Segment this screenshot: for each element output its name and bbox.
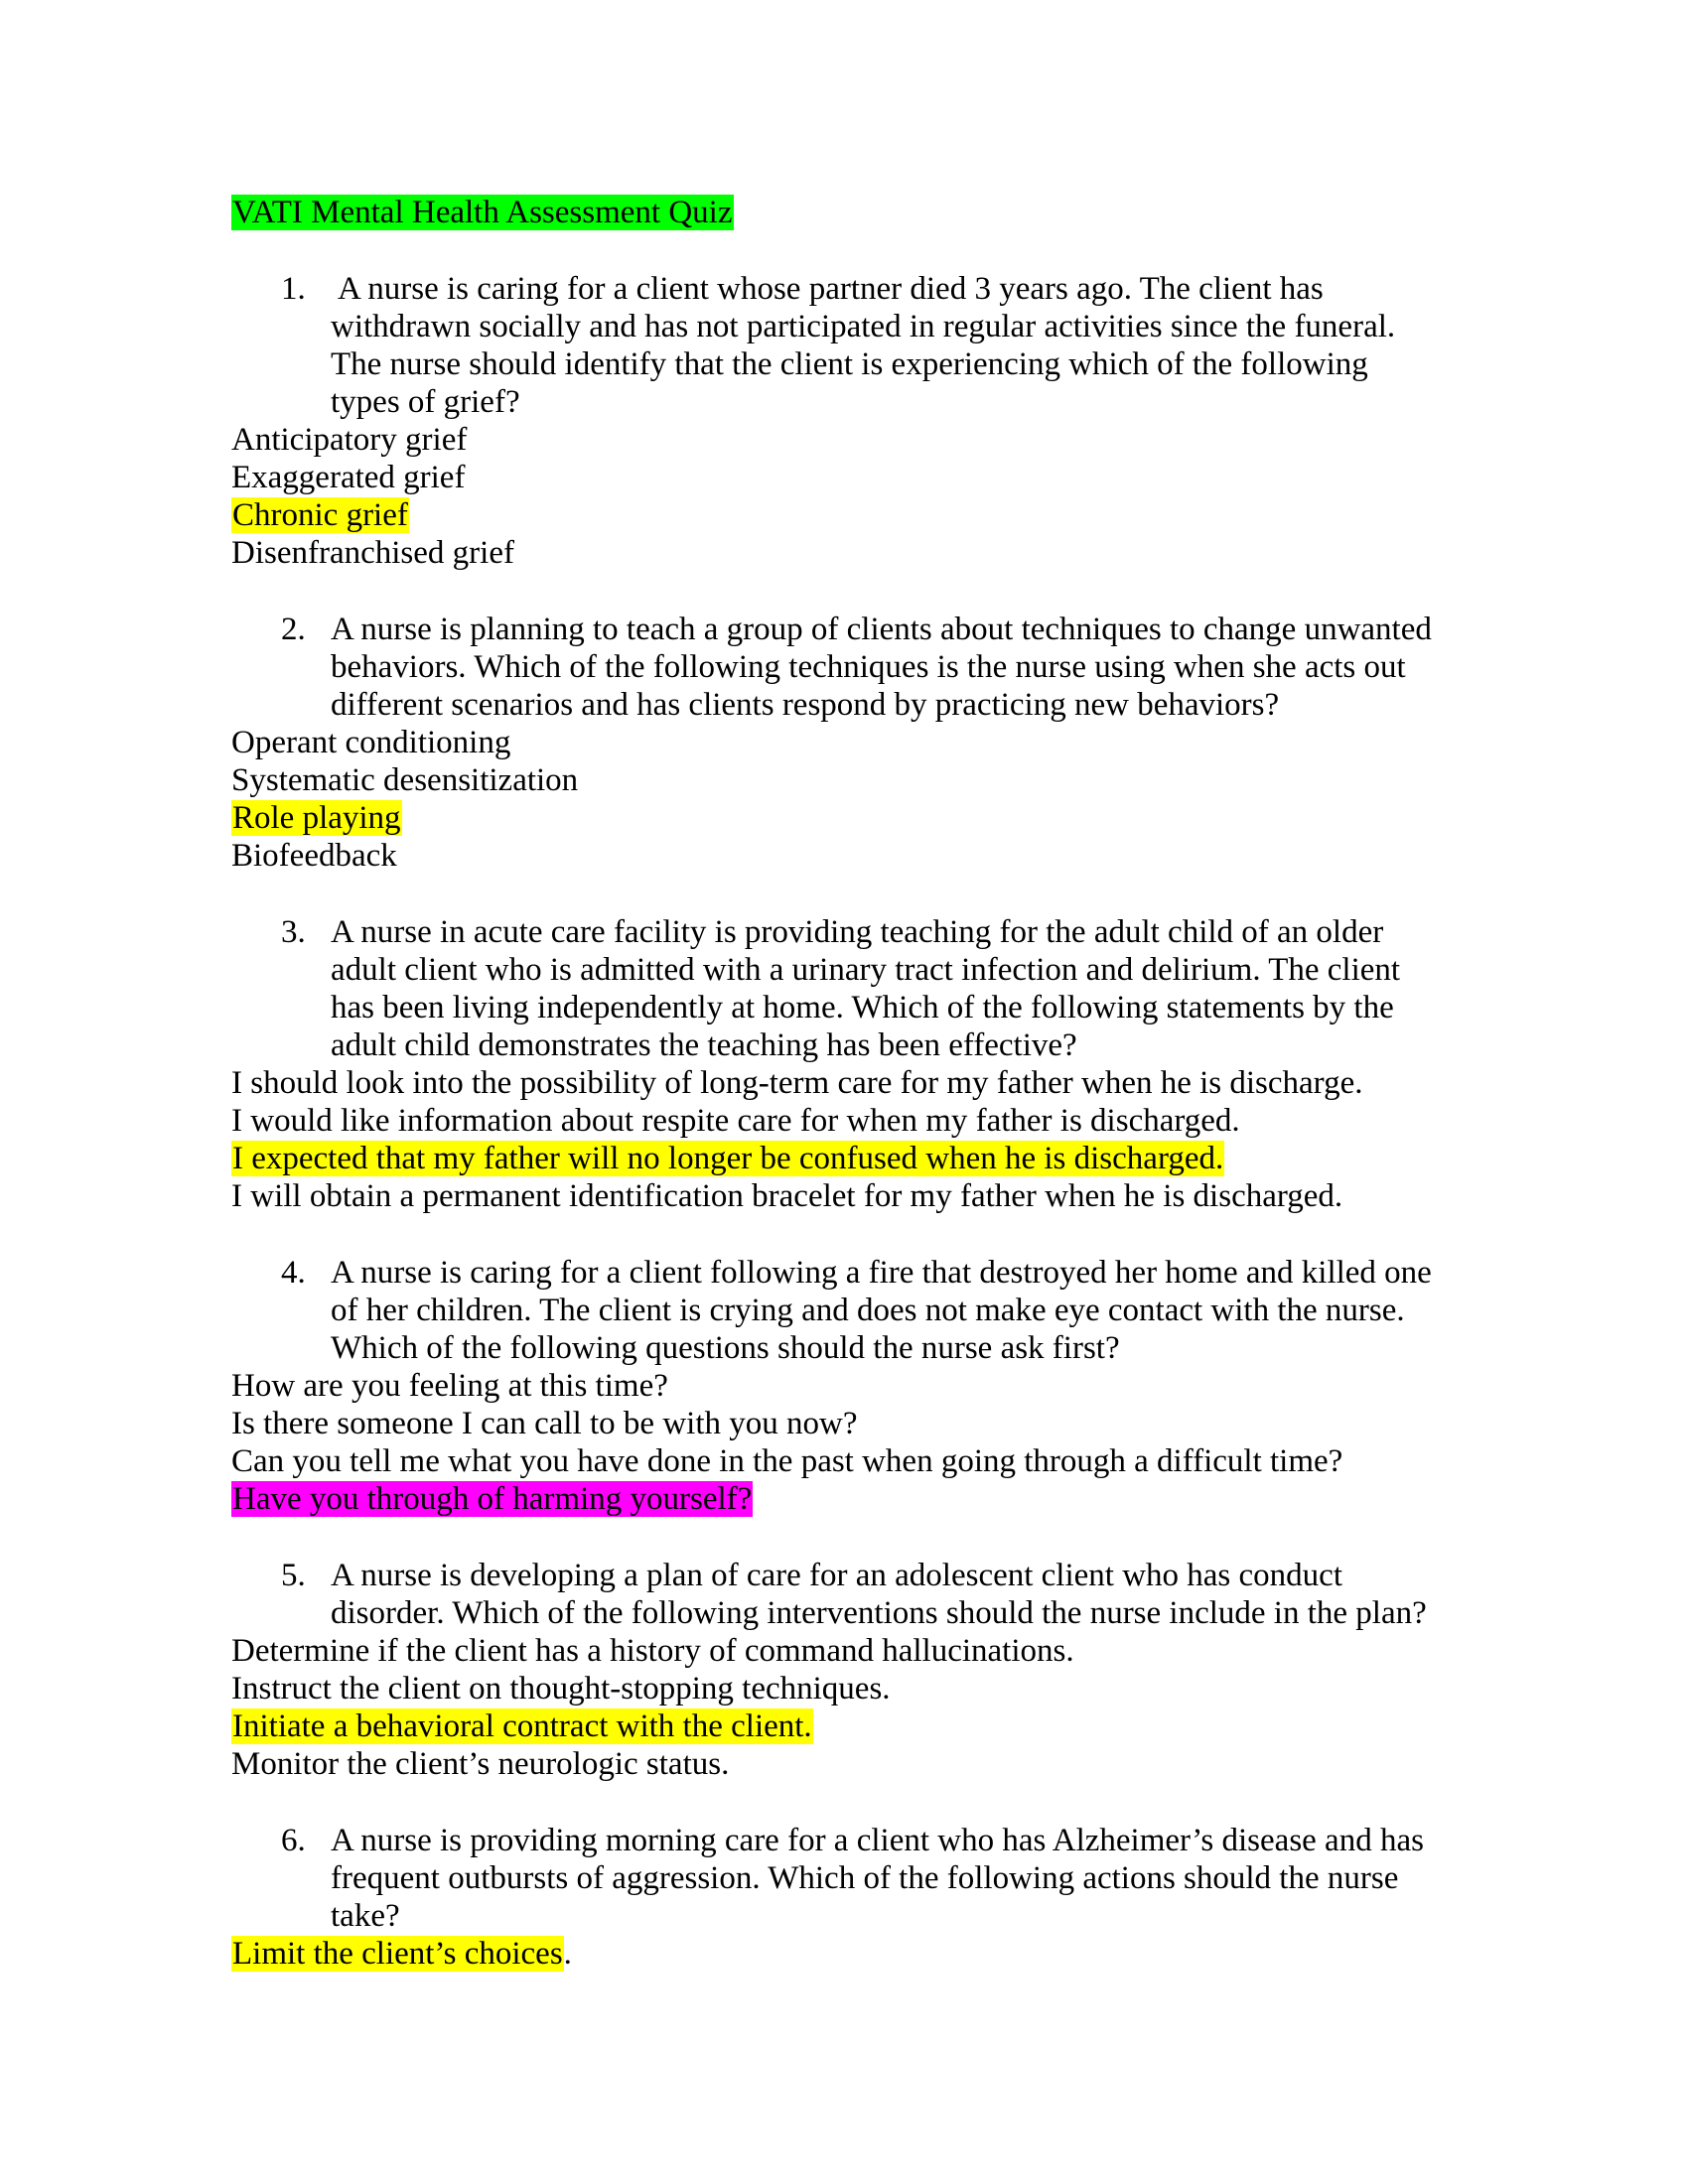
question-text-line: A nurse in acute care facility is providing teaching for the adult child of an older	[331, 914, 1384, 950]
answer-highlight: Initiate a behavioral contract with the client.	[232, 1708, 812, 1744]
question-text-line: A nurse is planning to teach a group of clients about techniques to change unwanted	[331, 612, 1432, 647]
question-text-line: A nurse is caring for a client following a fire that destroyed her home and killed one	[331, 1255, 1432, 1291]
answer-option: Instruct the client on thought-stopping techniques.	[231, 1671, 891, 1706]
answer-option: Disenfranchised grief	[231, 535, 514, 571]
question-number: 1.	[281, 271, 306, 307]
answer-option: Can you tell me what you have done in the past when going through a difficult time?	[231, 1443, 1343, 1479]
answer-option: How are you feeling at this time?	[231, 1368, 668, 1404]
question-number: 4.	[281, 1255, 306, 1291]
answer-highlight: Role playing	[232, 800, 401, 836]
answer-option-correct	[231, 1140, 1224, 1177]
question-text-line: A nurse is developing a plan of care for an adolescent client who has conduct	[331, 1558, 1342, 1593]
question-text-line: of her children. The client is crying and does not make eye contact with the nurse.	[331, 1293, 1405, 1328]
question-number: 3.	[281, 914, 306, 950]
answer-highlight: I expected that my father will no longer be confused when he is discharged.	[232, 1141, 1224, 1176]
answer-option: Operant conditioning	[231, 725, 511, 760]
answer-trailing-period: .	[563, 1936, 572, 1972]
question-text-line: frequent outbursts of aggression. Which of the following actions should the nurse	[331, 1860, 1399, 1896]
answer-highlight: Limit the client’s choices	[232, 1936, 563, 1972]
question-text-line: take?	[331, 1898, 400, 1934]
answer-highlight: Chronic grief	[232, 497, 408, 533]
answer-option: Monitor the client’s neurologic status.	[231, 1746, 730, 1782]
question-text-line: disorder. Which of the following interventions should the nurse include in the plan?	[331, 1595, 1427, 1631]
question-number: 6.	[281, 1823, 306, 1858]
question-text-line: has been living independently at home. Which of the following statements by the	[331, 990, 1394, 1025]
answer-option: Anticipatory grief	[231, 422, 468, 458]
question-text-line: The nurse should identify that the client is experiencing which of the following	[331, 346, 1368, 382]
answer-option-correct	[231, 496, 409, 534]
answer-option-correct	[231, 1480, 753, 1518]
answer-option: Exaggerated grief	[231, 460, 466, 495]
answer-option-correct	[231, 1707, 813, 1745]
answer-highlight: Have you through of harming yourself?	[232, 1481, 753, 1517]
answer-option: I should look into the possibility of long-term care for my father when he is discharge.	[231, 1065, 1363, 1101]
answer-option: Is there someone I can call to be with you now?	[231, 1406, 858, 1441]
question-text-line: adult child demonstrates the teaching has been effective?	[331, 1027, 1077, 1063]
answer-option: Determine if the client has a history of command hallucinations.	[231, 1633, 1074, 1669]
answer-option-correct	[231, 1935, 572, 1973]
question-text-line: behaviors. Which of the following techniques is the nurse using when she acts out	[331, 649, 1406, 685]
document-title	[231, 194, 734, 231]
question-text-line: A nurse is caring for a client whose partner died 3 years ago. The client has	[338, 271, 1324, 307]
question-text-line: different scenarios and has clients respond by practicing new behaviors?	[331, 687, 1280, 723]
question-number: 5.	[281, 1558, 306, 1593]
answer-option: I will obtain a permanent identification bracelet for my father when he is discharged.	[231, 1178, 1343, 1214]
question-text-line: A nurse is providing morning care for a client who has Alzheimer’s disease and has	[331, 1823, 1424, 1858]
title-highlight: VATI Mental Health Assessment Quiz	[232, 195, 733, 230]
question-text-line: withdrawn socially and has not participated in regular activities since the funeral.	[331, 309, 1396, 344]
answer-option: Biofeedback	[231, 838, 397, 874]
question-text-line: Which of the following questions should the nurse ask first?	[331, 1330, 1120, 1366]
answer-option-correct	[231, 799, 402, 837]
question-text-line: adult client who is admitted with a urinary tract infection and delirium. The client	[331, 952, 1401, 988]
question-number: 2.	[281, 612, 306, 647]
answer-option: I would like information about respite care for when my father is discharged.	[231, 1103, 1240, 1139]
question-text-line: types of grief?	[331, 384, 520, 420]
answer-option: Systematic desensitization	[231, 762, 579, 798]
